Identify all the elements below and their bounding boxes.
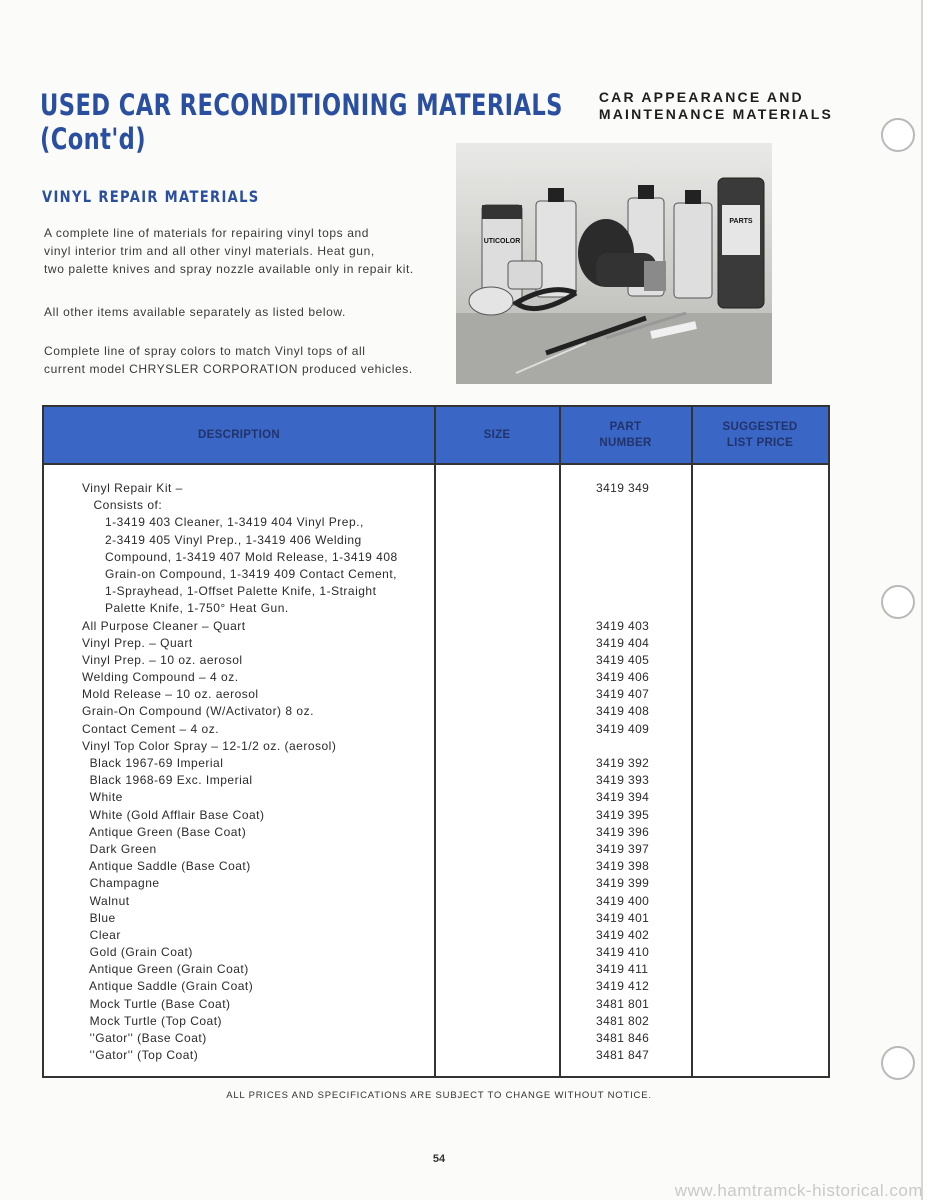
table-row-part-number xyxy=(596,738,656,755)
table-row-description: Contact Cement – 4 oz. xyxy=(82,721,220,736)
can-label: PARTS xyxy=(729,218,753,225)
price-disclaimer: ALL PRICES AND SPECIFICATIONS ARE SUBJECT TO CHANGE WITHOUT NOTICE. xyxy=(226,1090,652,1101)
table-row-part-number: 3481 847 xyxy=(596,1048,650,1063)
column-divider xyxy=(559,407,561,1076)
table-row-part-number: 3419 393 xyxy=(596,773,650,788)
table-row-part-number: 3419 392 xyxy=(596,756,650,770)
table-row-description: Vinyl Prep. – 10 oz. aerosol xyxy=(82,652,243,667)
table-row-part-number: 3419 405 xyxy=(596,652,650,667)
table-row-part-number xyxy=(596,566,656,583)
table-row-part-number xyxy=(596,532,656,549)
table-row-part-number: 3419 407 xyxy=(596,687,650,702)
table-row-description: Mold Release – 10 oz. aerosol xyxy=(82,687,259,702)
table-row-part-number: 3419 395 xyxy=(596,807,650,822)
section-heading xyxy=(599,89,833,123)
table-row-description: Grain-On Compound (W/Activator) 8 oz. xyxy=(82,704,314,719)
table-row-description: Gold (Grain Coat) xyxy=(82,945,193,960)
table-row-description: Black 1967-69 Imperial xyxy=(82,756,224,770)
description-column xyxy=(82,480,442,1064)
table-row-description: Black 1968-69 Exc. Imperial xyxy=(82,773,253,788)
table-row-description: White (Gold Afflair Base Coat) xyxy=(82,807,265,822)
intro-line: two palette knives and spray nozzle available only in repair kit. xyxy=(44,262,414,276)
availability-note: All other items available separately as listed below. xyxy=(44,305,346,319)
table-row-part-number: 3419 402 xyxy=(596,927,650,942)
table-row-part-number: 3481 801 xyxy=(596,996,650,1011)
binder-hole-middle xyxy=(881,585,915,619)
header-text: PART xyxy=(609,421,642,433)
table-row-description: Vinyl Repair Kit – xyxy=(82,481,183,495)
table-row-part-number: 3419 403 xyxy=(596,618,650,633)
table-row-part-number: 3419 397 xyxy=(596,841,650,856)
table-row-description: Walnut xyxy=(82,893,130,908)
table-row-description: 1-Sprayhead, 1-Offset Palette Knife, 1-Straight xyxy=(82,584,377,599)
table-row-part-number: 3419 398 xyxy=(596,859,650,874)
table-row-part-number: 3481 846 xyxy=(596,1031,650,1045)
table-row-description: 2-3419 405 Vinyl Prep., 1-3419 406 Welding xyxy=(82,532,362,547)
column-divider xyxy=(691,407,693,1076)
table-row-part-number: 3419 411 xyxy=(596,962,649,977)
table-row-description: Antique Green (Grain Coat) xyxy=(82,962,249,977)
intro-paragraph xyxy=(44,224,454,278)
intro-line: Complete line of spray colors to match Vinyl tops of all xyxy=(44,344,366,358)
header-text: LIST PRICE xyxy=(726,437,794,449)
table-row-part-number: 3419 408 xyxy=(596,704,650,719)
table-row-description: Mock Turtle (Base Coat) xyxy=(82,996,231,1011)
table-row-part-number xyxy=(596,583,656,600)
page-title-line2: (Cont'd) xyxy=(40,122,146,156)
header-text: SUGGESTED xyxy=(722,421,798,433)
intro-line: A complete line of materials for repairing vinyl tops and xyxy=(44,226,370,240)
binder-hole-top xyxy=(881,118,915,152)
table-row-part-number: 3481 802 xyxy=(596,1013,650,1028)
product-photo xyxy=(456,143,772,384)
table-row-part-number: 3419 400 xyxy=(596,893,650,908)
part-number-column xyxy=(596,480,656,1064)
table-row-description: Antique Saddle (Grain Coat) xyxy=(82,979,254,994)
table-row-part-number: 3419 401 xyxy=(596,910,650,925)
table-row-description: Vinyl Prep. – Quart xyxy=(82,635,193,650)
column-header-list-price xyxy=(692,407,828,463)
column-header-part-number xyxy=(560,407,691,463)
intro-line: current model CHRYSLER CORPORATION produced vehicles. xyxy=(44,362,413,376)
section-heading-line2: MAINTENANCE MATERIALS xyxy=(598,106,833,122)
table-row-description: ''Gator'' (Top Coat) xyxy=(82,1048,199,1063)
table-row-part-number: 3419 410 xyxy=(596,945,650,960)
table-row-description: All Purpose Cleaner – Quart xyxy=(82,618,246,633)
table-row-part-number xyxy=(596,514,656,531)
can-label: UTICOLOR xyxy=(483,238,521,245)
table-row-description: Champagne xyxy=(82,876,160,891)
color-match-paragraph xyxy=(44,342,454,378)
section-heading-line1: CAR APPEARANCE AND xyxy=(598,89,804,105)
parts-table xyxy=(42,405,830,1078)
table-row-part-number: 3419 349 xyxy=(596,481,650,495)
table-row-description: Grain-on Compound, 1-3419 409 Contact Cement, xyxy=(82,566,397,581)
subsection-title: VINYL REPAIR MATERIALS xyxy=(42,187,260,206)
table-row-part-number: 3419 409 xyxy=(596,721,650,736)
page-number: 54 xyxy=(432,1153,446,1165)
table-row-part-number: 3419 406 xyxy=(596,670,650,685)
table-row-part-number: 3419 394 xyxy=(596,790,650,805)
table-row-description: Welding Compound – 4 oz. xyxy=(82,670,239,685)
column-header-size: SIZE xyxy=(483,429,511,441)
intro-line: vinyl interior trim and all other vinyl materials. Heat gun, xyxy=(44,244,375,258)
table-row-description: Antique Green (Base Coat) xyxy=(82,824,247,839)
header-text: NUMBER xyxy=(599,437,652,449)
table-row-description: ''Gator'' (Base Coat) xyxy=(82,1031,207,1045)
column-header-description: DESCRIPTION xyxy=(198,429,280,441)
table-row-part-number xyxy=(596,549,656,566)
table-row-part-number: 3419 396 xyxy=(596,824,650,839)
binder-hole-bottom xyxy=(881,1046,915,1080)
table-row-description: Compound, 1-3419 407 Mold Release, 1-3419 408 xyxy=(82,549,398,564)
table-row-part-number: 3419 412 xyxy=(596,979,650,994)
table-row-part-number xyxy=(596,497,656,514)
table-row-description: Consists of: xyxy=(82,498,163,513)
site-watermark: www.hamtramck-historical.com xyxy=(674,1181,923,1200)
table-row-description: Palette Knife, 1-750° Heat Gun. xyxy=(82,601,289,616)
page-title-line1: USED CAR RECONDITIONING MATERIALS xyxy=(40,88,563,122)
table-row-description: Dark Green xyxy=(82,841,157,856)
product-photo-illustration xyxy=(456,143,772,384)
table-row-description: Mock Turtle (Top Coat) xyxy=(82,1013,223,1028)
table-row-description: Clear xyxy=(82,927,121,942)
table-row-part-number xyxy=(596,600,656,617)
table-row-description: Vinyl Top Color Spray – 12-1/2 oz. (aerosol) xyxy=(82,738,337,753)
table-row-description: Antique Saddle (Base Coat) xyxy=(82,859,251,874)
table-row-description: Blue xyxy=(82,910,116,925)
table-row-part-number: 3419 399 xyxy=(596,876,650,891)
table-row-part-number: 3419 404 xyxy=(596,635,650,650)
table-row-description: 1-3419 403 Cleaner, 1-3419 404 Vinyl Prep., xyxy=(82,515,364,530)
table-row-description: White xyxy=(82,790,123,805)
